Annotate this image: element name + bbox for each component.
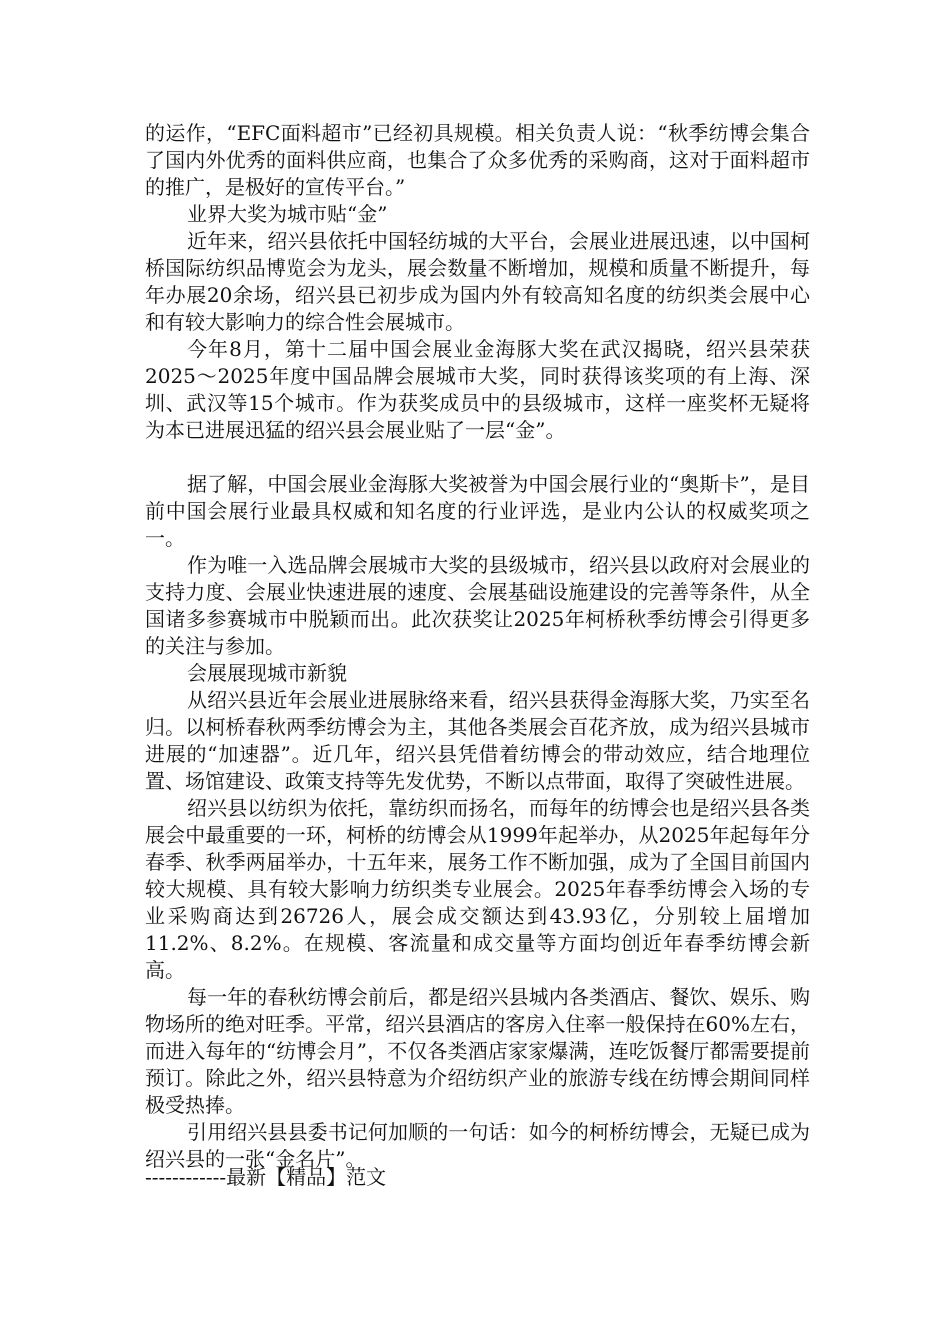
paragraph-3: 近年来，绍兴县依托中国轻纺城的大平台，会展业进展迅速，以中国柯桥国际纺织品博览会为龙头，展会数量不断增加，规模和质量不断提升，每年办展20余场，绍兴县已初步成为国内外有较高知名度的纺织类会展中心和有较大影响力的综合性会展城市。 <box>145 229 810 334</box>
paragraph-4: 今年8月，第十二届中国会展业金海豚大奖在武汉揭晓，绍兴县荣获2025～2025年度中国品牌会展城市大奖，同时获得该奖项的有上海、深圳、武汉等15个城市。作为获奖成员中的县级城市，这样一座奖杯无疑将为本已进展迅猛的绍兴县会展业贴了一层“金”。 <box>145 337 810 442</box>
footer-text: ------------最新【精品】范文 <box>145 1165 387 1189</box>
section-heading-city: 会展展现城市新貌 <box>187 661 347 685</box>
section-heading-awards: 业界大奖为城市贴“金” <box>187 202 388 226</box>
paragraph-1: 的运作，“EFC面料超市”已经初具规模。相关负责人说：“秋季纺博会集合了国内外优秀的面料供应商，也集合了众多优秀的采购商，这对于面料超市的推广，是极好的宣传平台。” <box>145 121 810 199</box>
article-body <box>145 120 810 1173</box>
paragraph-6: 作为唯一入选品牌会展城市大奖的县级城市，绍兴县以政府对会展业的支持力度、会展业快速进展的速度、会展基础设施建设的完善等条件，从全国诸多参赛城市中脱颖而出。此次获奖让2025年柯桥秋季纺博会引得更多的关注与参加。 <box>145 553 810 658</box>
paragraph-5: 据了解，中国会展业金海豚大奖被誉为中国会展行业的“奥斯卡”，是目前中国会展行业最具权威和知名度的行业评选，是业内公认的权威奖项之一。 <box>145 472 810 550</box>
paragraph-9: 绍兴县以纺织为依托，靠纺织而扬名，而每年的纺博会也是绍兴县各类展会中最重要的一环，柯桥的纺博会从1999年起举办，从2025年起每年分春季、秋季两届举办，十五年来，展务工作不断加强，成为了全国目前国内较大规模、具有较大影响力纺织类专业展会。2025年春季纺博会入场的专业采购商达到26726人，展会成交额达到43.93亿，分别较上届增加11.2%、8.2%。在规模、客流量和成交量等方面均创近年春季纺博会新高。 <box>145 796 810 982</box>
paragraph-11: 引用绍兴县县委书记何加顺的一句话：如今的柯桥纺博会，无疑已成为绍兴县的一张“金名片”。 <box>145 1120 810 1171</box>
paragraph-8: 从绍兴县近年会展业进展脉络来看，绍兴县获得金海豚大奖，乃实至名归。以柯桥春秋两季纺博会为主，其他各类展会百花齐放，成为绍兴县城市进展的“加速器”。近几年，绍兴县凭借着纺博会的带动效应，结合地理位置、场馆建设、政策支持等先发优势，不断以点带面，取得了突破性进展。 <box>145 688 810 793</box>
paragraph-10: 每一年的春秋纺博会前后，都是绍兴县城内各类酒店、餐饮、娱乐、购物场所的绝对旺季。平常，绍兴县酒店的客房入住率一般保持在60%左右，而进入每年的“纺博会月”，不仅各类酒店家家爆满，连吃饭餐厅都需要提前预订。除此之外，绍兴县特意为介绍纺织产业的旅游专线在纺博会期间同样极受热捧。 <box>145 985 810 1117</box>
